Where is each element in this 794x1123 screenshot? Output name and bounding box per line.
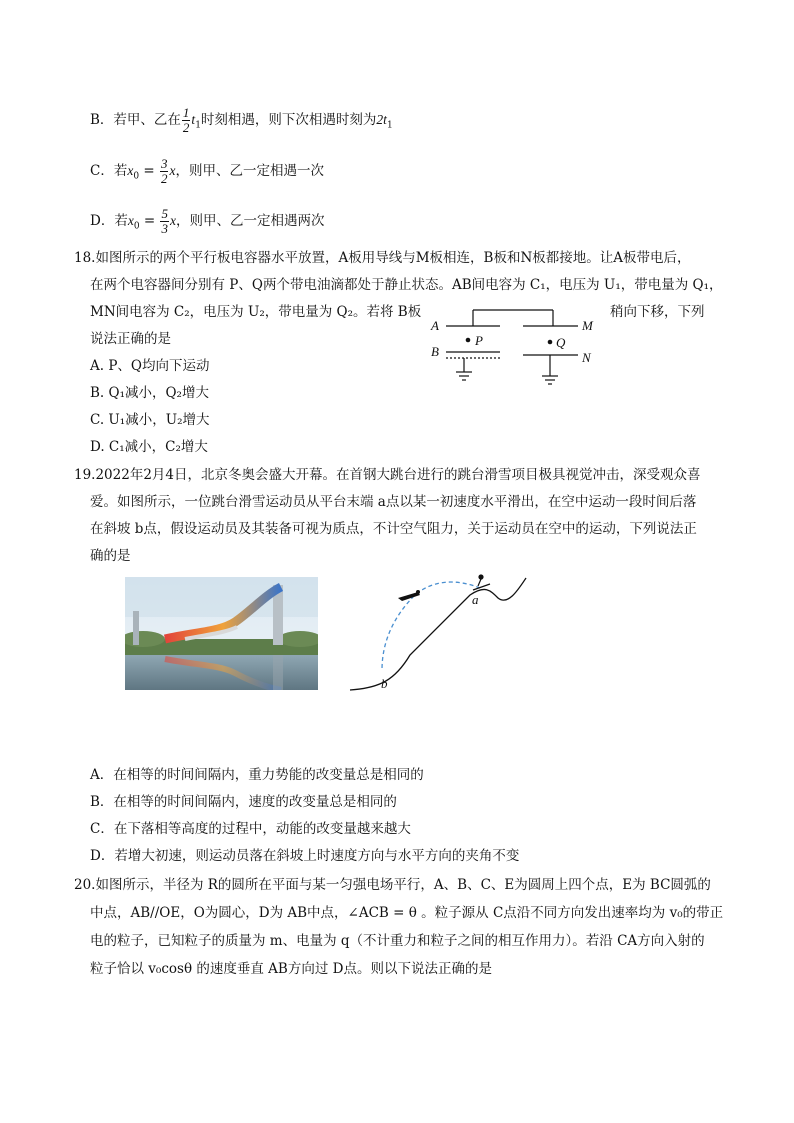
ski-jump-diagram <box>340 570 540 695</box>
label-a: A <box>431 318 439 333</box>
slope-curve <box>350 578 526 690</box>
q19-option-a: A．在相等的时间间隔内，重力势能的改变量总是相同的 <box>90 767 424 783</box>
q19-line-2: 爱。如图所示，一位跳台滑雪运动员从平台末端 a点以某一初速度水平滑出，在空中运动一段时间后落 <box>90 494 697 510</box>
q19-line-1: 19.2022年2月4日，北京冬奥会盛大开幕。在首钢大跳台进行的跳台滑雪项目极具视觉冲击，深受观众喜 <box>74 467 701 483</box>
q18-line-3b: 稍向下移，下列 <box>610 304 705 320</box>
q18-option-d: D. C₁减小，C₂增大 <box>90 439 208 455</box>
ski-jump-photo <box>125 577 318 690</box>
label-n: N <box>582 350 591 365</box>
trajectory-path <box>382 582 480 670</box>
q20-line-1: 20.如图所示，半径为 R的圆所在平面与某一匀强电场平行，A、B、C、E为圆周上四个点，E为 BC圆弧的 <box>74 877 711 893</box>
fraction: $\frac{3}{2}$ <box>160 156 168 186</box>
q19-option-c: C．在下落相等高度的过程中，动能的改变量越来越大 <box>90 821 411 837</box>
q19-line-4: 确的是 <box>90 548 131 564</box>
q20-line-4: 粒子恰以 v₀cosθ 的速度垂直 AB方向过 D点。则以下说法正确的是 <box>90 961 492 977</box>
q18-option-c: C. U₁减小，U₂增大 <box>90 412 210 428</box>
label-b: B <box>431 344 439 359</box>
capacitor-diagram <box>428 300 608 390</box>
q17-option-d: D．若$x_0$ = $\frac{5}{3}$ x，则甲、乙一定相遇两次 <box>90 206 325 236</box>
label-m: M <box>582 318 593 333</box>
skier-flying-icon <box>398 590 420 601</box>
label-p: P <box>475 333 483 348</box>
q18-option-a: A. P、Q均向下运动 <box>90 358 210 374</box>
label-b: b <box>381 676 388 691</box>
q18-line-2: 在两个电容器间分别有 P、Q两个带电油滴都处于静止状态。AB间电容为 C₁，电压为 U₁，带电量为 Q₁， <box>90 277 723 293</box>
q19-line-3: 在斜坡 b点，假设运动员及其装备可视为质点，不计空气阻力，关于运动员在空中的运动，下列说法正 <box>90 521 697 537</box>
droplet-q <box>548 340 553 345</box>
fraction: $\frac{5}{3}$ <box>161 206 168 236</box>
q18-line-4: 说法正确的是 <box>90 331 171 347</box>
q17-option-c: C．若$x_0$ = $\frac{3}{2}$ x，则甲、乙一定相遇一次 <box>90 156 324 186</box>
q20-line-3: 电的粒子，已知粒子的质量为 m、电量为 q（不计重力和粒子之间的相互作用力）。若沿 CA方向入射的 <box>90 933 705 949</box>
droplet-p <box>466 338 471 343</box>
fraction: $\frac{1}{2}$ <box>182 105 190 135</box>
q19-option-b: B．在相等的时间间隔内，速度的改变量总是相同的 <box>90 794 397 810</box>
q19-option-d: D．若增大初速，则运动员落在斜坡上时速度方向与水平方向的夹角不变 <box>90 848 520 864</box>
label-q: Q <box>556 335 566 350</box>
label-a: a <box>472 592 479 607</box>
skier-start-icon <box>473 575 490 590</box>
q18-option-b: B. Q₁减小，Q₂增大 <box>90 385 209 401</box>
q18-line-1: 18.如图所示的两个平行板电容器水平放置，A板用导线与M板相连，B板和N板都接地。让A板带电后， <box>74 250 691 266</box>
q17-option-b: B．若甲、乙在 $\frac{1}{2}$ $t_1$时刻相遇，则下次相遇时刻为$2t_1$ <box>90 105 393 135</box>
q18-line-3a: MN间电容为 C₂，电压为 U₂，带电量为 Q₂。若将 B板 <box>90 304 422 320</box>
q20-line-2: 中点，AB//OE，O为圆心，D为 AB中点，∠ACB = θ 。粒子源从 C点沿不同方向发出速率均为 v₀的带正 <box>90 905 724 921</box>
